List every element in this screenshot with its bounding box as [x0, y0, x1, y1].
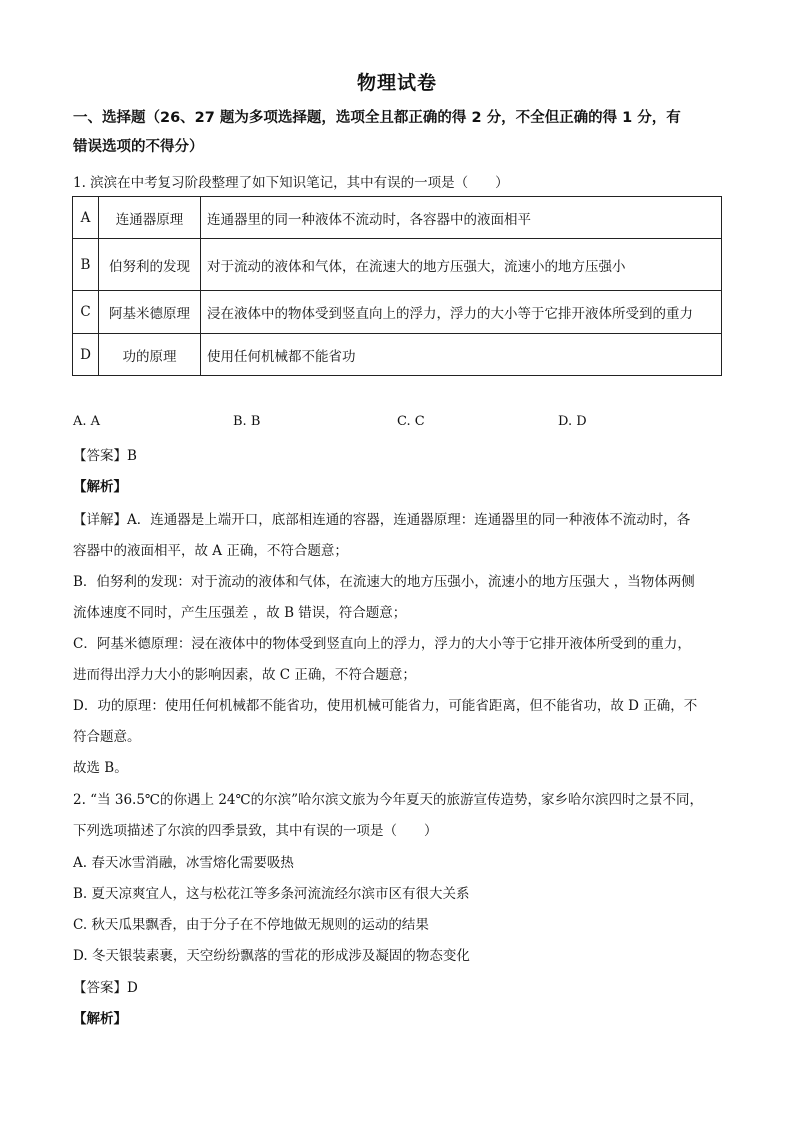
row-content: 使用任何机械都不能省功	[201, 334, 722, 376]
q1-option-c: C. C	[397, 414, 425, 429]
q2-option-a: A. 春天冰雪消融，冰雪熔化需要吸热	[73, 855, 294, 871]
row-letter: C	[73, 291, 99, 334]
q1-analysis-label: 【解析】	[73, 479, 127, 495]
row-letter: D	[73, 334, 99, 376]
row-content: 对于流动的液体和气体，在流速大的地方压强大，流速小的地方压强小	[201, 239, 722, 291]
table-row	[73, 291, 722, 334]
knowledge-table	[72, 196, 722, 376]
q1-answer: 【答案】B	[73, 448, 137, 464]
row-letter: A	[73, 197, 99, 239]
table-row	[73, 334, 722, 376]
q1-detail-line: D．功的原理：使用任何机械都不能省功，使用机械可能省力，可能省距离，但不能省功，故 D 正确，不	[73, 698, 698, 714]
q1-detail-line: 容器中的液面相平，故 A 正确，不符合题意；	[73, 543, 348, 559]
row-name: 阿基米德原理	[99, 291, 201, 334]
section-heading-line-2: 错误选项的不得分）	[73, 139, 204, 155]
row-name: 连通器原理	[99, 197, 201, 239]
q1-detail-line: B．伯努利的发现：对于流动的液体和气体，在流速大的地方压强小，流速小的地方压强大 ，当物体两侧	[73, 574, 695, 590]
row-name: 功的原理	[99, 334, 201, 376]
q1-detail-line: 故选 B。	[73, 760, 128, 776]
row-name: 伯努利的发现	[99, 239, 201, 291]
q2-option-c: C. 秋天瓜果飘香，由于分子在不停地做无规则的运动的结果	[73, 917, 429, 933]
section-heading-line-1: 一、选择题（26、27 题为多项选择题，选项全且都正确的得 2 分，不全但正确的得 1 分，有	[73, 110, 681, 126]
q2-option-d: D. 冬天银装素裹，天空纷纷飘落的雪花的形成涉及凝固的物态变化	[73, 948, 470, 964]
q1-detail-line: 符合题意。	[73, 729, 141, 745]
section-heading	[73, 104, 733, 162]
q1-detail-line: 进而得出浮力大小的影响因素，故 C 正确，不符合题意；	[73, 667, 416, 683]
row-content: 浸在液体中的物体受到竖直向上的浮力，浮力的大小等于它排开液体所受到的重力	[201, 291, 722, 334]
q1-option-b: B. B	[233, 414, 261, 429]
question-1-stem: 1. 滨滨在中考复习阶段整理了如下知识笔记，其中有误的一项是（ ）	[73, 175, 509, 191]
q2-analysis-label: 【解析】	[73, 1011, 127, 1027]
page-title: 物理试卷	[356, 72, 437, 94]
q1-detail-line: C．阿基米德原理：浸在液体中的物体受到竖直向上的浮力，浮力的大小等于它排开液体所受到的重力，	[73, 636, 691, 652]
q1-detail-line: 流体速度不同时，产生压强差 ，故 B 错误，符合题意；	[73, 605, 407, 621]
q1-option-a: A. A	[73, 414, 101, 429]
table-row	[73, 197, 722, 239]
question-2-stem: 2. “当 36.5℃的你遇上 24℃的尔滨”哈尔滨文旅为今年夏天的旅游宣传造势，家乡哈尔滨四时之景不同，	[73, 792, 703, 808]
row-letter: B	[73, 239, 99, 291]
q2-option-b: B. 夏天凉爽宜人，这与松花江等多条河流流经尔滨市区有很大关系	[73, 886, 470, 902]
question-2-stem: 下列选项描述了尔滨的四季景致，其中有误的一项是（ ）	[73, 823, 438, 839]
table-row	[73, 239, 722, 291]
row-content: 连通器里的同一种液体不流动时，各容器中的液面相平	[201, 197, 722, 239]
q1-option-d: D. D	[558, 414, 587, 429]
q2-answer: 【答案】D	[73, 980, 138, 996]
q1-detail-line: 【详解】A．连通器是上端开口，底部相连通的容器，连通器原理：连通器里的同一种液体不流动时，各	[73, 512, 691, 528]
